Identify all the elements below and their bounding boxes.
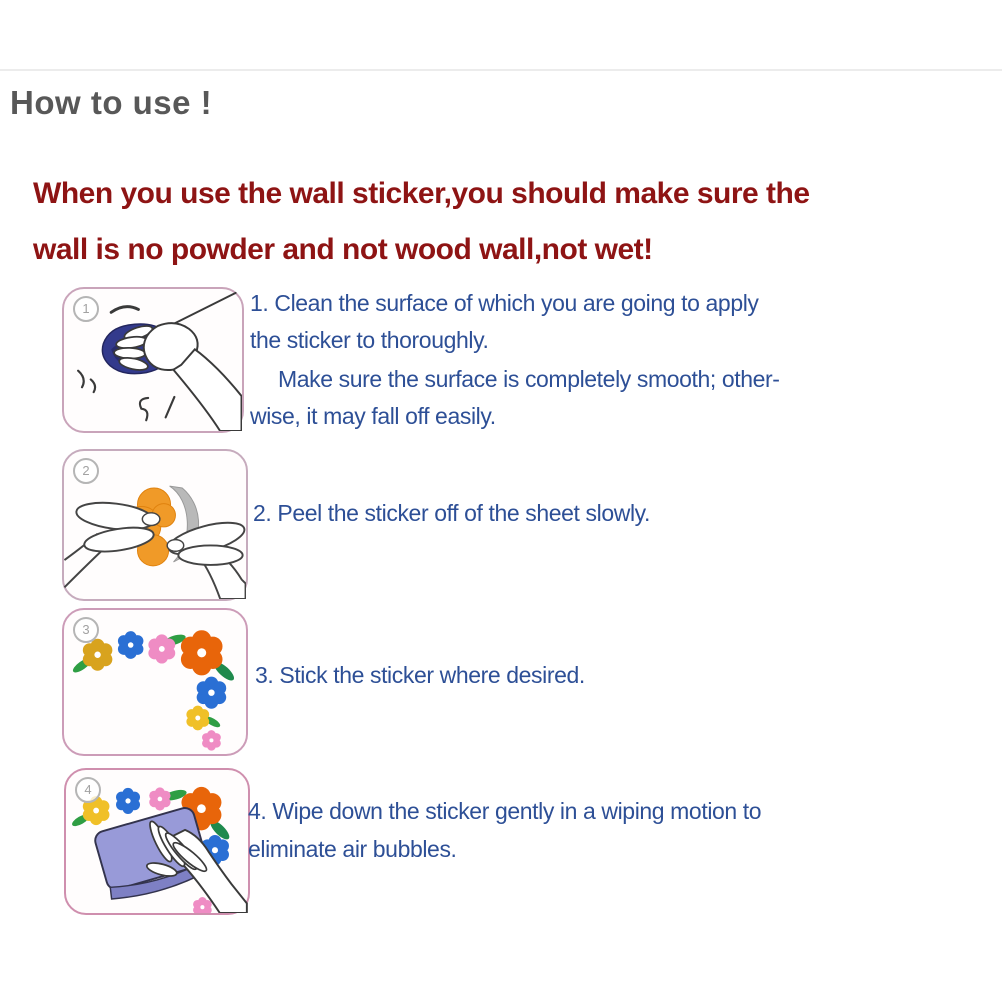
flower-shapes [83,630,226,750]
step2-illustration-panel [62,449,248,601]
step3-illustration-panel [62,608,248,756]
step4-number-badge: 4 [75,777,101,803]
hand-shape [114,323,242,431]
warning-line-1: When you use the wall sticker,you should make sure the [33,177,810,210]
step3-number-badge: 3 [73,617,99,643]
step4-illustration-panel [64,768,250,915]
top-divider [0,69,1002,71]
step2-line1: 2. Peel the sticker off of the sheet slowly. [253,500,651,526]
step4-text [248,798,761,874]
step1-line2: the sticker to thoroughly. [250,327,489,353]
step1-number-badge: 1 [73,296,99,322]
step4-line2: eliminate air bubbles. [248,836,457,862]
step3-text [255,662,585,699]
step4-line1: 4. Wipe down the sticker gently in a wiping motion to [248,798,762,824]
step1-illustration-panel [62,287,244,433]
left-hand-shape [64,499,159,587]
page-title: How to use ! [10,84,213,121]
step2-text [253,500,650,537]
warning-line-2: wall is no powder and not wood wall,not wet! [33,233,653,266]
step1-line4: wise, it may fall off easily. [250,403,496,429]
warning-text [33,166,810,278]
scrub-marks [140,397,174,420]
step2-number-badge: 2 [73,458,99,484]
step1-line1: 1. Clean the surface of which you are going to apply [250,290,759,316]
step1-line3: Make sure the surface is completely smooth; other- [278,366,780,392]
step3-line1: 3. Stick the sticker where desired. [255,662,585,688]
step1-text [250,290,780,440]
